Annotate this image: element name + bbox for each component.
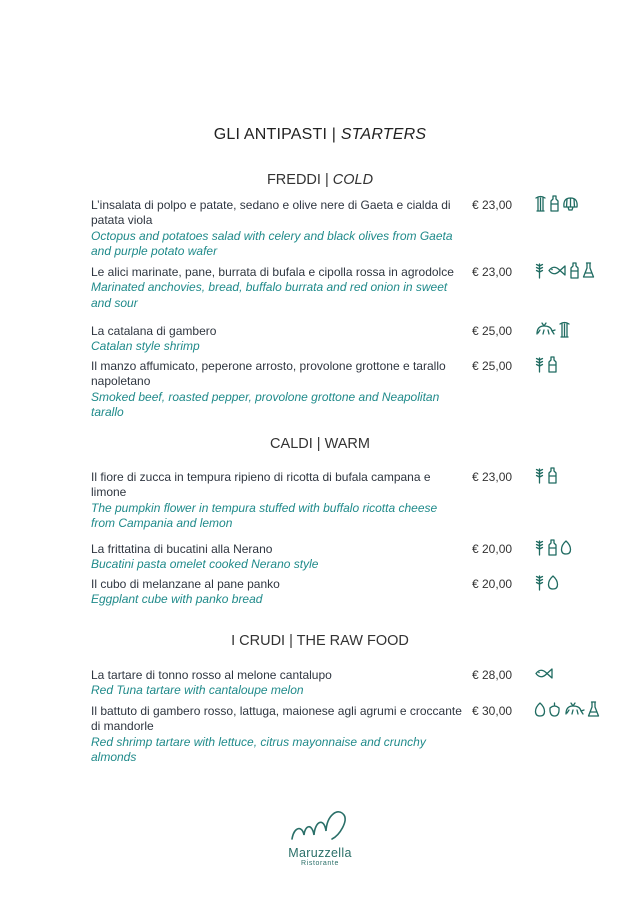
item-name: Il fiore di zucca in tempura ripieno di ricotta di bufala campana e limone bbox=[91, 470, 431, 500]
allergen-icons bbox=[534, 574, 559, 591]
section-title-cold: FREDDI | COLD bbox=[266, 172, 374, 188]
menu-item bbox=[91, 470, 640, 531]
bottle-icon bbox=[547, 467, 558, 484]
brand-name: Maruzzella bbox=[288, 846, 352, 860]
item-name: La frittatina di bucatini alla Nerano bbox=[91, 542, 273, 556]
logo-mark-icon bbox=[288, 805, 352, 843]
item-price: € 25,00 bbox=[472, 324, 513, 338]
menu-item bbox=[91, 668, 640, 699]
celery-icon bbox=[534, 195, 547, 212]
egg-icon bbox=[560, 539, 572, 556]
wheat-icon bbox=[534, 356, 545, 373]
item-english: Red shrimp tartare with lettuce, citrus mayonnaise and crunchy almonds bbox=[91, 734, 426, 764]
bottle-icon bbox=[547, 539, 558, 556]
item-name: La catalana di gambero bbox=[91, 324, 217, 338]
fish-icon bbox=[534, 665, 554, 682]
item-price: € 20,00 bbox=[472, 577, 513, 591]
flask-icon bbox=[582, 262, 595, 279]
item-name: L’insalata di polpo e patate, sedano e olive nere di Gaeta e cialda di patata viola bbox=[91, 198, 451, 228]
item-price: € 20,00 bbox=[472, 542, 513, 556]
item-price: € 28,00 bbox=[472, 668, 513, 682]
menu-item bbox=[91, 198, 640, 259]
item-english: Marinated anchovies, bread, buffalo burrata and red onion in sweet and sour bbox=[91, 280, 448, 310]
item-name: Il manzo affumicato, peperone arrosto, provolone grottone e tarallo napoletano bbox=[91, 359, 446, 389]
section-title-warm: CALDI | WARM bbox=[270, 436, 370, 452]
nut-icon bbox=[548, 701, 561, 718]
item-english: Bucatini pasta omelet cooked Nerano style bbox=[91, 557, 319, 572]
item-price: € 30,00 bbox=[472, 704, 513, 718]
wheat-icon bbox=[534, 467, 545, 484]
item-name: La tartare di tonno rosso al melone cantalupo bbox=[91, 668, 332, 682]
menu-item bbox=[91, 577, 640, 608]
allergen-icons bbox=[534, 701, 600, 718]
item-english: Octopus and potatoes salad with celery and black olives from Gaeta and purple potato wafer bbox=[91, 228, 453, 258]
shrimp-icon bbox=[534, 321, 556, 338]
item-price: € 23,00 bbox=[472, 470, 513, 484]
bottle-icon bbox=[569, 262, 580, 279]
menu-item bbox=[91, 704, 640, 765]
item-english: Red Tuna tartare with cantaloupe melon bbox=[91, 683, 304, 698]
item-price: € 25,00 bbox=[472, 359, 513, 373]
item-price: € 23,00 bbox=[472, 265, 513, 279]
brand-subtitle: Ristorante bbox=[301, 860, 339, 867]
bottle-icon bbox=[549, 195, 560, 212]
wheat-icon bbox=[534, 574, 545, 591]
celery-icon bbox=[558, 321, 571, 338]
wheat-icon bbox=[534, 262, 545, 279]
wheat-icon bbox=[534, 539, 545, 556]
allergen-icons bbox=[534, 665, 554, 682]
menu-item bbox=[91, 542, 640, 573]
allergen-icons bbox=[534, 539, 572, 556]
item-english: Eggplant cube with panko bread bbox=[91, 592, 263, 607]
allergen-icons bbox=[534, 321, 571, 338]
item-name: Le alici marinate, pane, burrata di bufala e cipolla rossa in agrodolce bbox=[91, 265, 454, 279]
egg-icon bbox=[534, 701, 546, 718]
item-name: Il battuto di gambero rosso, lattuga, maionese agli agrumi e croccante di mandorle bbox=[91, 704, 462, 734]
item-price: € 23,00 bbox=[472, 198, 513, 212]
flask-icon bbox=[587, 701, 600, 718]
menu-item bbox=[91, 359, 640, 420]
allergen-icons bbox=[534, 356, 558, 373]
page-title bbox=[0, 126, 640, 144]
fish-icon bbox=[547, 262, 567, 279]
allergen-icons bbox=[534, 467, 558, 484]
section-title-raw-food: I CRUDI | THE RAW FOOD bbox=[231, 633, 409, 649]
bottle-icon bbox=[547, 356, 558, 373]
item-english: Smoked beef, roasted pepper, provolone grottone and Neapolitan tarallo bbox=[91, 389, 440, 419]
menu-item bbox=[91, 265, 640, 311]
egg-icon bbox=[547, 574, 559, 591]
item-english: Catalan style shrimp bbox=[91, 339, 200, 354]
restaurant-logo bbox=[270, 805, 370, 867]
shell-icon bbox=[562, 195, 579, 212]
page-title-italian: GLI ANTIPASTI | bbox=[213, 126, 341, 143]
shrimp-icon bbox=[563, 701, 585, 718]
menu-item bbox=[91, 324, 640, 355]
allergen-icons bbox=[534, 195, 579, 212]
allergen-icons bbox=[534, 262, 595, 279]
item-english: The pumpkin flower in tempura stuffed with buffalo ricotta cheese from Campania and lemon bbox=[91, 500, 438, 530]
page-title-english: STARTERS bbox=[340, 126, 427, 143]
item-name: Il cubo di melanzane al pane panko bbox=[91, 577, 280, 591]
